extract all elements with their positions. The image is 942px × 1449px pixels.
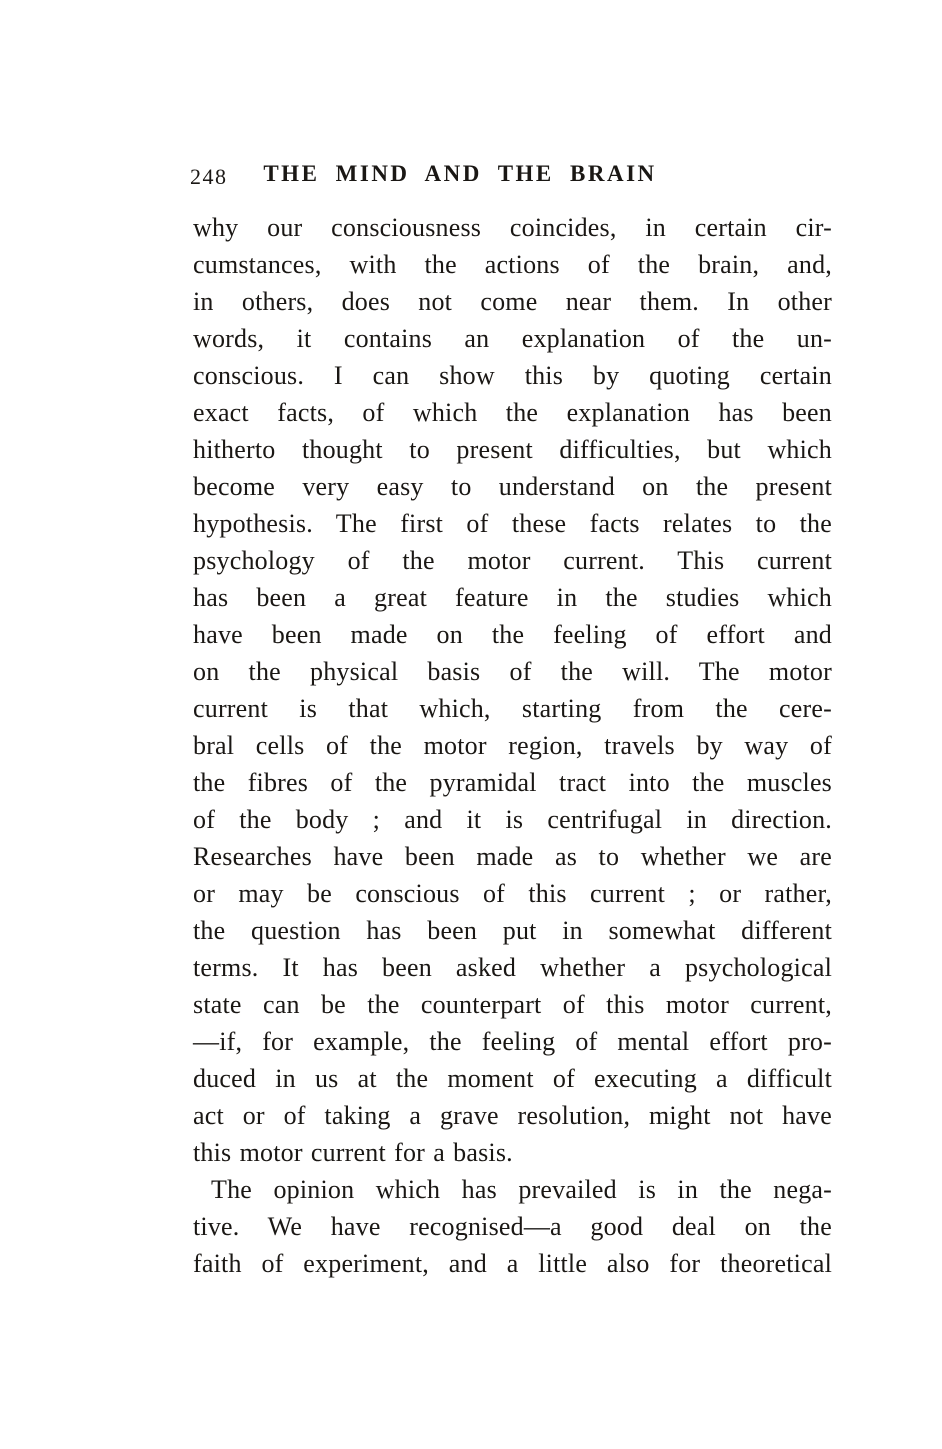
- text-line: this motor current for a basis.: [193, 1138, 513, 1167]
- text-line: psychology of the motor current. This current: [193, 546, 832, 575]
- text-line: in others, does not come near them. In other: [193, 287, 832, 316]
- text-line: —if, for example, the feeling of mental effort pro-: [193, 1027, 832, 1056]
- page-text: [193, 209, 832, 1282]
- text-line: why our consciousness coincides, in certain cir-: [193, 213, 832, 242]
- text-line: or may be conscious of this current ; or rather,: [193, 879, 832, 908]
- text-line: conscious. I can show this by quoting certain: [193, 361, 832, 390]
- text-line: hitherto thought to present difficulties, but which: [193, 435, 832, 464]
- text-line: terms. It has been asked whether a psychological: [193, 953, 832, 982]
- text-line: state can be the counterpart of this motor current,: [193, 990, 832, 1019]
- text-line: words, it contains an explanation of the un-: [193, 324, 832, 353]
- text-line: cumstances, with the actions of the brain, and,: [193, 250, 832, 279]
- running-title: THE MIND AND THE BRAIN: [263, 161, 657, 186]
- text-line: current is that which, starting from the cere-: [193, 694, 832, 723]
- text-line: the fibres of the pyramidal tract into the muscles: [193, 768, 832, 797]
- text-line: have been made on the feeling of effort and: [193, 620, 832, 649]
- text-line: faith of experiment, and a little also for theoretical: [193, 1249, 832, 1278]
- page-header: [190, 161, 833, 193]
- text-line: The opinion which has prevailed is in the nega-: [211, 1175, 832, 1204]
- text-line: act or of taking a grave resolution, might not have: [193, 1101, 832, 1130]
- text-line: Researches have been made as to whether we are: [193, 842, 832, 871]
- text-line: exact facts, of which the explanation has been: [193, 398, 832, 427]
- text-line: bral cells of the motor region, travels by way of: [193, 731, 832, 760]
- text-line: duced in us at the moment of executing a difficult: [193, 1064, 832, 1093]
- text-line: has been a great feature in the studies which: [193, 583, 832, 612]
- text-line: on the physical basis of the will. The motor: [193, 657, 832, 686]
- text-line: of the body ; and it is centrifugal in direction.: [193, 805, 832, 834]
- text-line: tive. We have recognised—a good deal on the: [193, 1212, 832, 1241]
- text-line: become very easy to understand on the present: [193, 472, 832, 501]
- page-number: 248: [190, 164, 228, 189]
- text-line: the question has been put in somewhat different: [193, 916, 832, 945]
- text-line: hypothesis. The first of these facts relates to the: [193, 509, 832, 538]
